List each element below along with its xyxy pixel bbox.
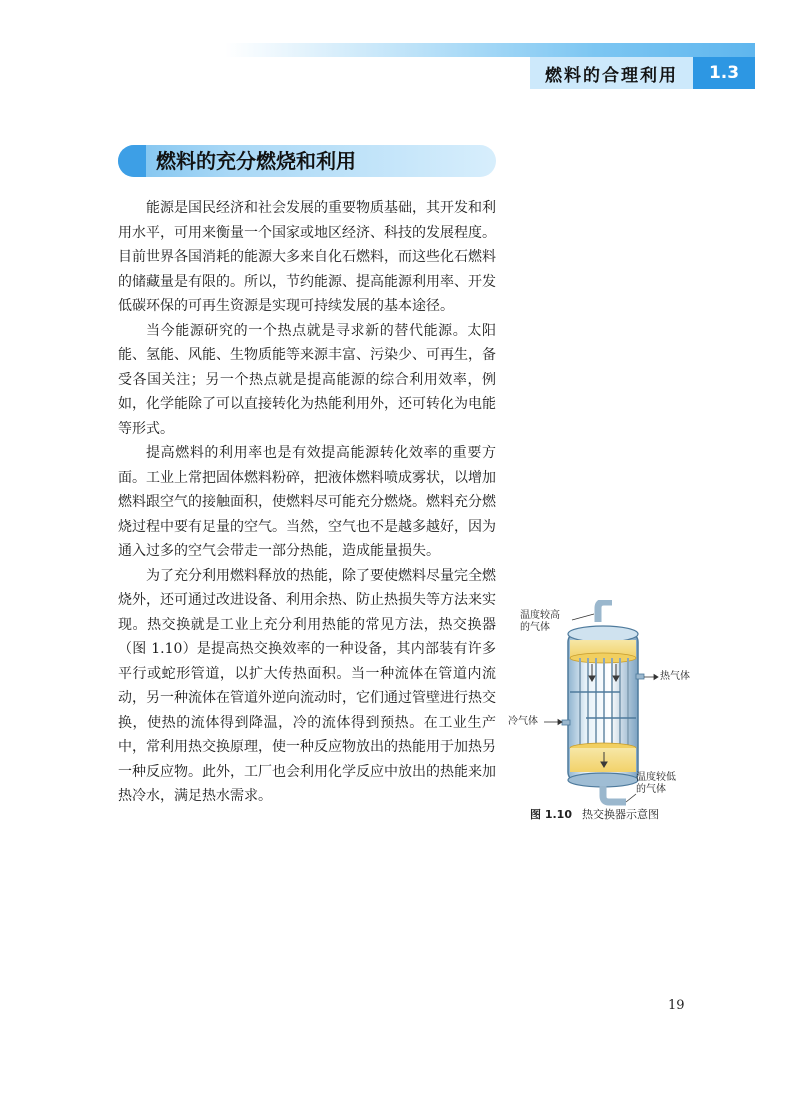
paragraph: 为了充分利用燃料释放的热能，除了要使燃料尽量完全燃烧外，还可通过改进设备、利用余热、防止热损失等方法来实现。热交换就是工业上充分利用热能的常见方法，热交换器（图 1.10）是提高热交换效率的一种设备，其内部装有许多平行或蛇形管道，以扩大传热面积。当一种流体在管道内流动，另一种流体在管道外逆向流动时，它们通过管壁进行热交换，使热的流体得到降温，冷的流体得到预热。在工业生产中，常利用热交换原理，使一种反应物放出的热能用于加热另一种反应物。此外，工厂也会利用化学反应中放出的热能来加热冷水，满足热水需求。 (118, 567, 496, 804)
paragraph: 提高燃料的利用率也是有效提高能源转化效率的重要方面。工业上常把固体燃料粉碎，把液体燃料喷成雾状，以增加燃料跟空气的接触面积，使燃料尽可能充分燃烧。燃料充分燃烧过程中要有足量的空气。当然，空气也不是越多越好，因为通入过多的空气会带走一部分热能，造成能量损失。 (118, 445, 496, 559)
label-cold-gas: 冷气体 (508, 716, 538, 727)
chapter-number: 1.3 (693, 57, 755, 89)
paragraph: 能源是国民经济和社会发展的重要物质基础，其开发和利用水平，可用来衡量一个国家或地区经济、科技的发展程度。目前世界各国消耗的能源大多来自化石燃料，而这些化石燃料的储藏量是有限的。所以，节约能源、提高能源利用率、开发低碳环保的可再生资源是实现可持续发展的基本途径。 (118, 200, 496, 314)
figure-caption-text: 热交换器示意图 (581, 808, 659, 821)
chapter-title: 燃料的合理利用 (530, 57, 693, 89)
body-text (118, 196, 496, 809)
label-hot-gas: 热气体 (660, 671, 690, 682)
label-hot-gas-in: 温度较高 的气体 (520, 610, 560, 633)
figure-number: 图 1.10 (530, 808, 572, 821)
header-decoration (225, 43, 755, 57)
page-number: 19 (668, 998, 685, 1013)
section-title: 燃料的充分燃烧和利用 (156, 149, 356, 173)
label-cool-gas-out: 温度较低 的气体 (636, 772, 676, 795)
chapter-header (530, 57, 755, 89)
paragraph: 当今能源研究的一个热点就是寻求新的替代能源。太阳能、氢能、风能、生物质能等来源丰富、污染少、可再生，备受各国关注；另一个热点就是提高能源的综合利用效率，例如，化学能除了可以直接转化为热能利用外，还可转化为电能等形式。 (118, 322, 496, 437)
figure-caption (530, 806, 659, 822)
heat-exchanger-figure (508, 600, 698, 830)
